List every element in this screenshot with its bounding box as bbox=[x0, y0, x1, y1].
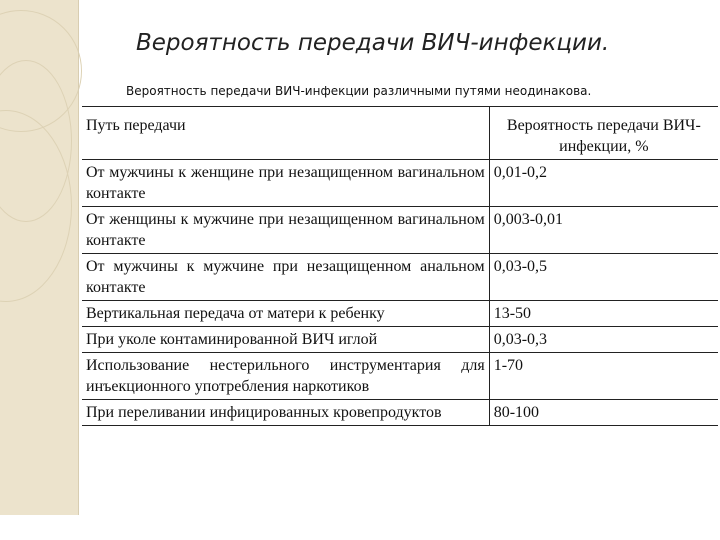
route-cell: При уколе контаминированной ВИЧ иглой bbox=[82, 327, 489, 353]
route-cell: Вертикальная передача от матери к ребенку bbox=[82, 301, 489, 327]
column-header-route: Путь передачи bbox=[82, 107, 489, 160]
transmission-probability-table bbox=[82, 106, 718, 426]
table-row bbox=[82, 254, 718, 301]
table-header-row bbox=[82, 107, 718, 160]
route-cell: От мужчины к женщине при незащищенном вагинальном контакте bbox=[82, 160, 489, 207]
side-band-divider bbox=[78, 0, 79, 540]
slide-bottom-margin bbox=[0, 515, 720, 540]
decorative-side-band bbox=[0, 0, 78, 540]
table-row bbox=[82, 160, 718, 207]
probability-cell: 0,003-0,01 bbox=[489, 207, 718, 254]
slide-title: Вероятность передачи ВИЧ-инфекции. bbox=[136, 30, 610, 56]
table-row bbox=[82, 353, 718, 400]
probability-cell: 13-50 bbox=[489, 301, 718, 327]
route-cell: От женщины к мужчине при незащищенном вагинальном контакте bbox=[82, 207, 489, 254]
column-header-probability: Вероятность передачи ВИЧ-инфекции, % bbox=[489, 107, 718, 160]
table-row bbox=[82, 207, 718, 254]
probability-cell: 80-100 bbox=[489, 400, 718, 426]
probability-cell: 0,01-0,2 bbox=[489, 160, 718, 207]
probability-cell: 0,03-0,3 bbox=[489, 327, 718, 353]
probability-cell: 1-70 bbox=[489, 353, 718, 400]
slide-subtitle: Вероятность передачи ВИЧ-инфекции различными путями неодинакова. bbox=[126, 84, 592, 98]
table-row bbox=[82, 327, 718, 353]
table-row bbox=[82, 400, 718, 426]
table-row bbox=[82, 301, 718, 327]
route-cell: При переливании инфицированных кровепродуктов bbox=[82, 400, 489, 426]
route-cell: От мужчины к мужчине при незащищенном анальном контакте bbox=[82, 254, 489, 301]
probability-cell: 0,03-0,5 bbox=[489, 254, 718, 301]
route-cell: Использование нестерильного инструментария для инъекционного употребления наркотиков bbox=[82, 353, 489, 400]
